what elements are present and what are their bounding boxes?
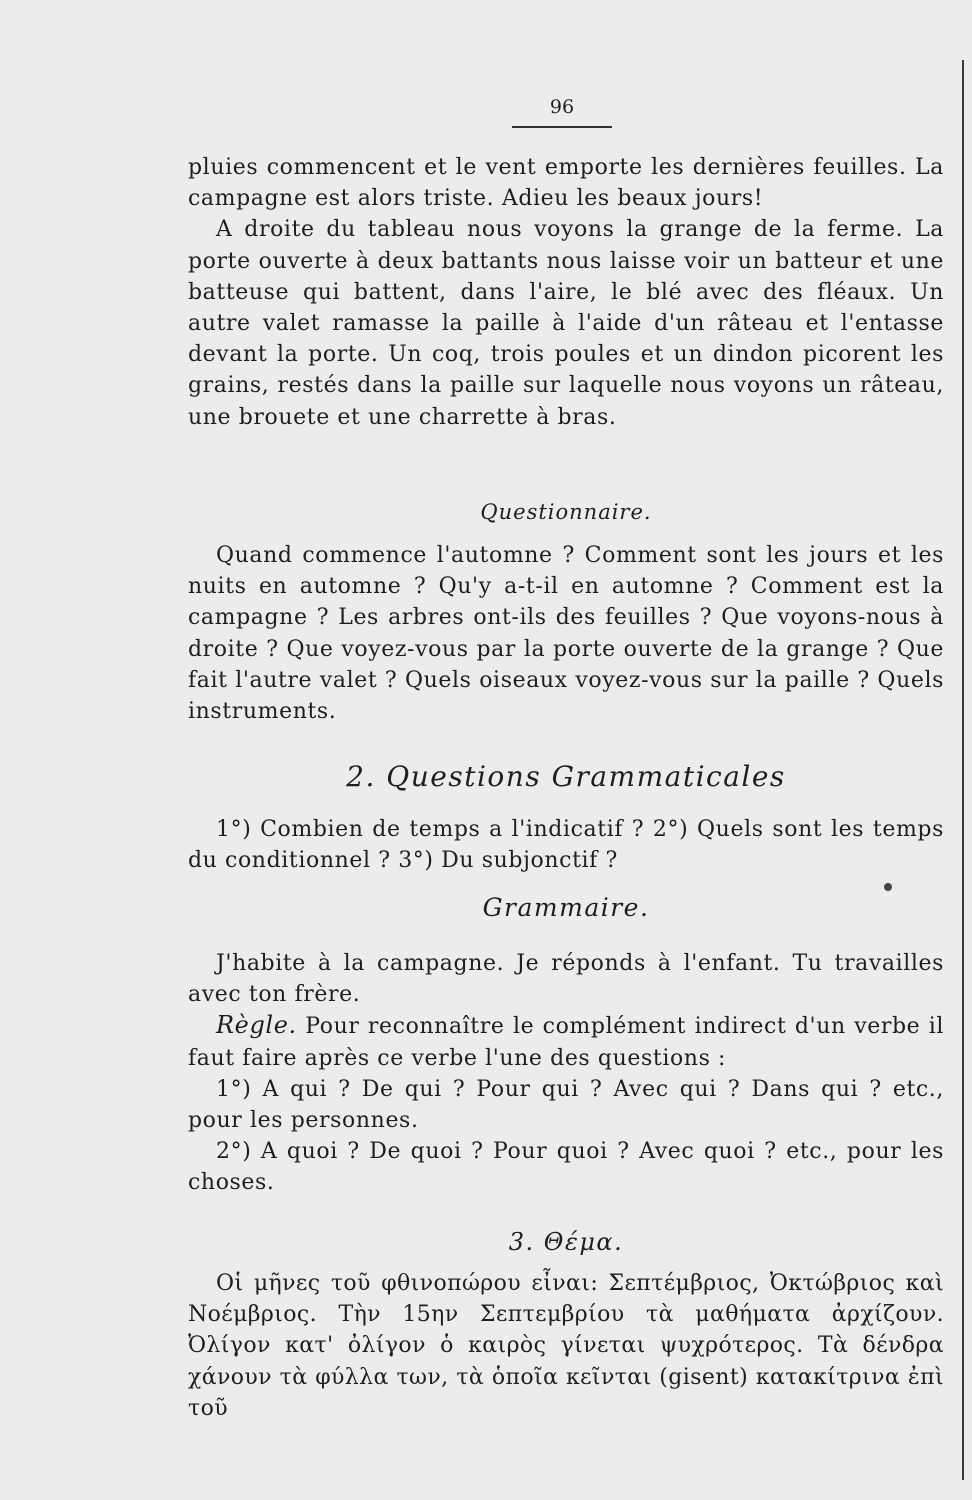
regle-label: Règle. <box>216 1011 297 1040</box>
questionnaire-text: Quand commence l'automne ? Comment sont les jours et les nuits en automne ? Qu'y a-t-il en automne ? Comment est la campagne ? Les arbres ont-ils des feuilles ? Que voyons-nous à droite ? Que voyez-vous par la porte ouverte de la grange ? Que fait l'autre valet ? Quels oiseaux voyez-vous sur la paille ? Quels instruments. <box>188 543 944 725</box>
section1-text <box>188 152 944 433</box>
questionnaire-text-block <box>188 540 944 727</box>
regle-text: Pour reconnaître le complément indirect d'un verbe il faut faire après ce verbe l'une des questions : <box>188 1014 944 1071</box>
regle-item-2: 2°) A quoi ? De quoi ? Pour quoi ? Avec quoi ? etc., pour les choses. <box>188 1139 944 1196</box>
ink-dot <box>884 883 892 891</box>
grammar-questions-text: 1°) Combien de temps a l'indicatif ? 2°) Quels sont les temps du conditionnel ? 3°) Du subjonctif ? <box>188 817 944 874</box>
regle-paragraph <box>188 1010 944 1073</box>
thema-text: Οἱ μῆνες τοῦ φθινοπώρου εἶναι: Σεπτέμβριος, Ὀκτώβριος καὶ Νοέμβριος. Τὴν 15ην Σεπτεμβρίου τὰ μαθήματα ἀρχίζουν. Ὀλίγον κατ' ὀλίγον ὁ καιρὸς γίνεται ψυχρότερος. Τὰ δένδρα χάνουν τὰ φύλλα των, τὰ ὁποῖα κεῖνται (gisent) κατακίτρινα ἐπὶ τοῦ <box>188 1271 944 1421</box>
questionnaire-heading: Questionnaire. <box>480 500 652 524</box>
grammaire-heading: Grammaire. <box>482 893 650 922</box>
grammaire-example: J'habite à la campagne. Je réponds à l'enfant. Tu travailles avec ton frère. <box>188 951 944 1008</box>
thema-block <box>188 1268 944 1424</box>
page-edge <box>962 60 964 1480</box>
page-number-rule <box>512 126 612 128</box>
grammar-questions-heading: 2. Questions Grammaticales <box>346 760 786 793</box>
grammar-questions-block <box>188 814 944 876</box>
regle-item-1: 1°) A qui ? De qui ? Pour qui ? Avec qui ? Dans qui ? etc., pour les personnes. <box>188 1076 944 1134</box>
page-number: 96 <box>549 96 575 118</box>
thema-heading: 3. Θέμα. <box>508 1228 624 1256</box>
paragraph-2: A droite du tableau nous voyons la grange de la ferme. La porte ouverte à deux battants nous laisse voir un batteur et une batteuse qui battent, dans l'aire, le blé avec des fléaux. Un autre valet ramasse la paille à l'aide d'un râteau et l'entasse devant la porte. Un coq, trois poules et un dindon picorent les grains, restés dans la paille sur laquelle nous voyons un râteau, une brouete et une charrette à bras. <box>188 217 944 430</box>
grammaire-block <box>188 948 944 1199</box>
paragraph-1: pluies commencent et le vent emporte les dernières feuilles. La campagne est alors triste. Adieu les beaux jours! <box>188 155 944 212</box>
